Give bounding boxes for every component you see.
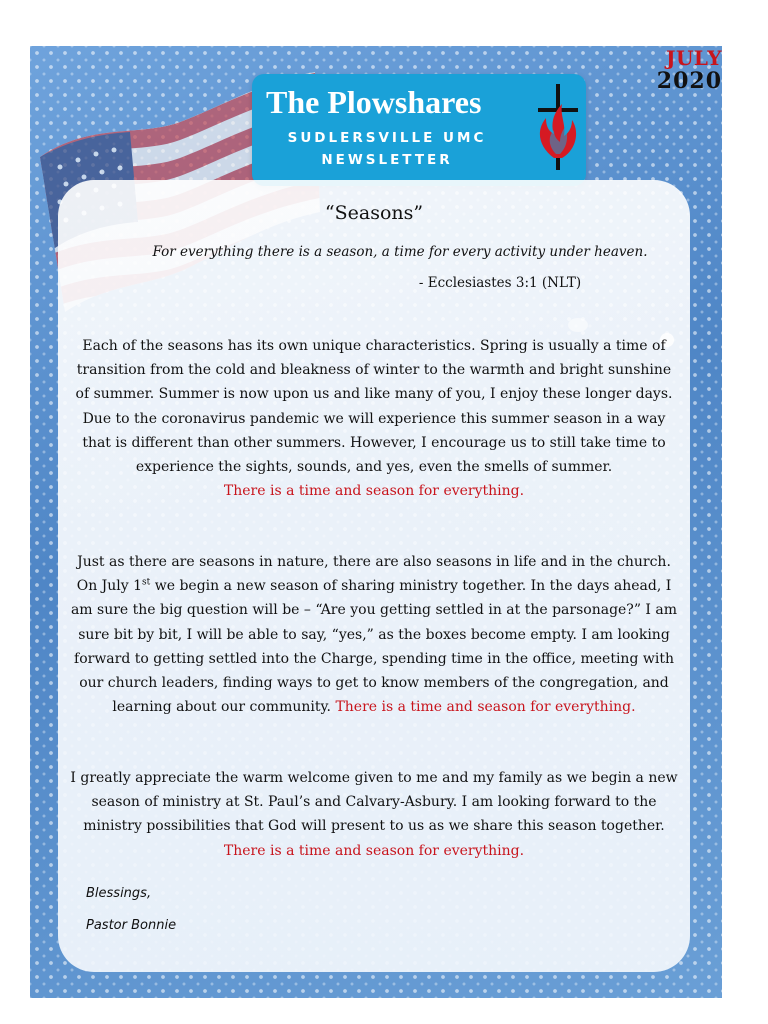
paragraph-text: we begin a new season of sharing ministry together. In the days ahead, I am sure the big question will be – “Are you getting settled in at the parsonage?” I am sure bit by bit, I will be able to say, “yes,” as the boxes become empty. I am looking forward to getting settled into the Charge, spending time in the office, meeting with our church leaders, finding ways to get to know members of the congregation, and learning about our community. [70, 578, 678, 716]
refrain-text: There is a time and season for everything. [223, 483, 525, 500]
article-paragraph [68, 550, 680, 719]
closing-salutation: Blessings, [86, 886, 152, 901]
newsletter-title: The Plowshares [266, 84, 482, 120]
article-headline: “Seasons” [324, 202, 424, 224]
refrain-text: There is a time and season for everything. [335, 699, 636, 716]
issue-year: 2020 [656, 68, 722, 94]
masthead-banner [252, 74, 586, 186]
decor-sparkle [568, 318, 588, 332]
ordinal-suffix: st [142, 577, 151, 588]
cross-and-flame-icon [532, 82, 584, 172]
paragraph-text: Each of the seasons has its own unique characteristics. Spring is usually a time of transition from the cold and bleakness of winter to the warmth and bright sunshine of summer. Summer is now upon us and like many of you, I enjoy these longer days. Due to the coronavirus pandemic we will experience this summer season in a way that is different than other summers. However, I encourage us to still take time to experience the sights, sounds, and yes, even the smells of summer. [75, 338, 673, 476]
author-signature: Pastor Bonnie [86, 918, 177, 933]
church-name: SUDLERSVILLE UMC [287, 130, 487, 146]
paragraph-text: I greatly appreciate the warm welcome given to me and my family as we begin a new season of ministry at St. Paul’s and Calvary-Asbury. I am looking forward to the ministry possibilities that God will present to us as we share this season together. [70, 770, 678, 835]
article-paragraph [68, 766, 680, 863]
issue-month: JULY [666, 46, 722, 70]
issue-date [657, 48, 722, 92]
paragraph-text: Just as there are seasons in nature, there are also seasons in life and in the church. On July 1 [76, 554, 671, 595]
newsletter-label: NEWSLETTER [321, 152, 453, 168]
refrain-text: There is a time and season for everything. [223, 842, 525, 859]
scripture-citation: - Ecclesiastes 3:1 (NLT) [418, 275, 582, 291]
scripture-quote: For everything there is a season, a time for every activity under heaven. [152, 244, 648, 260]
article-paragraph [68, 334, 680, 503]
